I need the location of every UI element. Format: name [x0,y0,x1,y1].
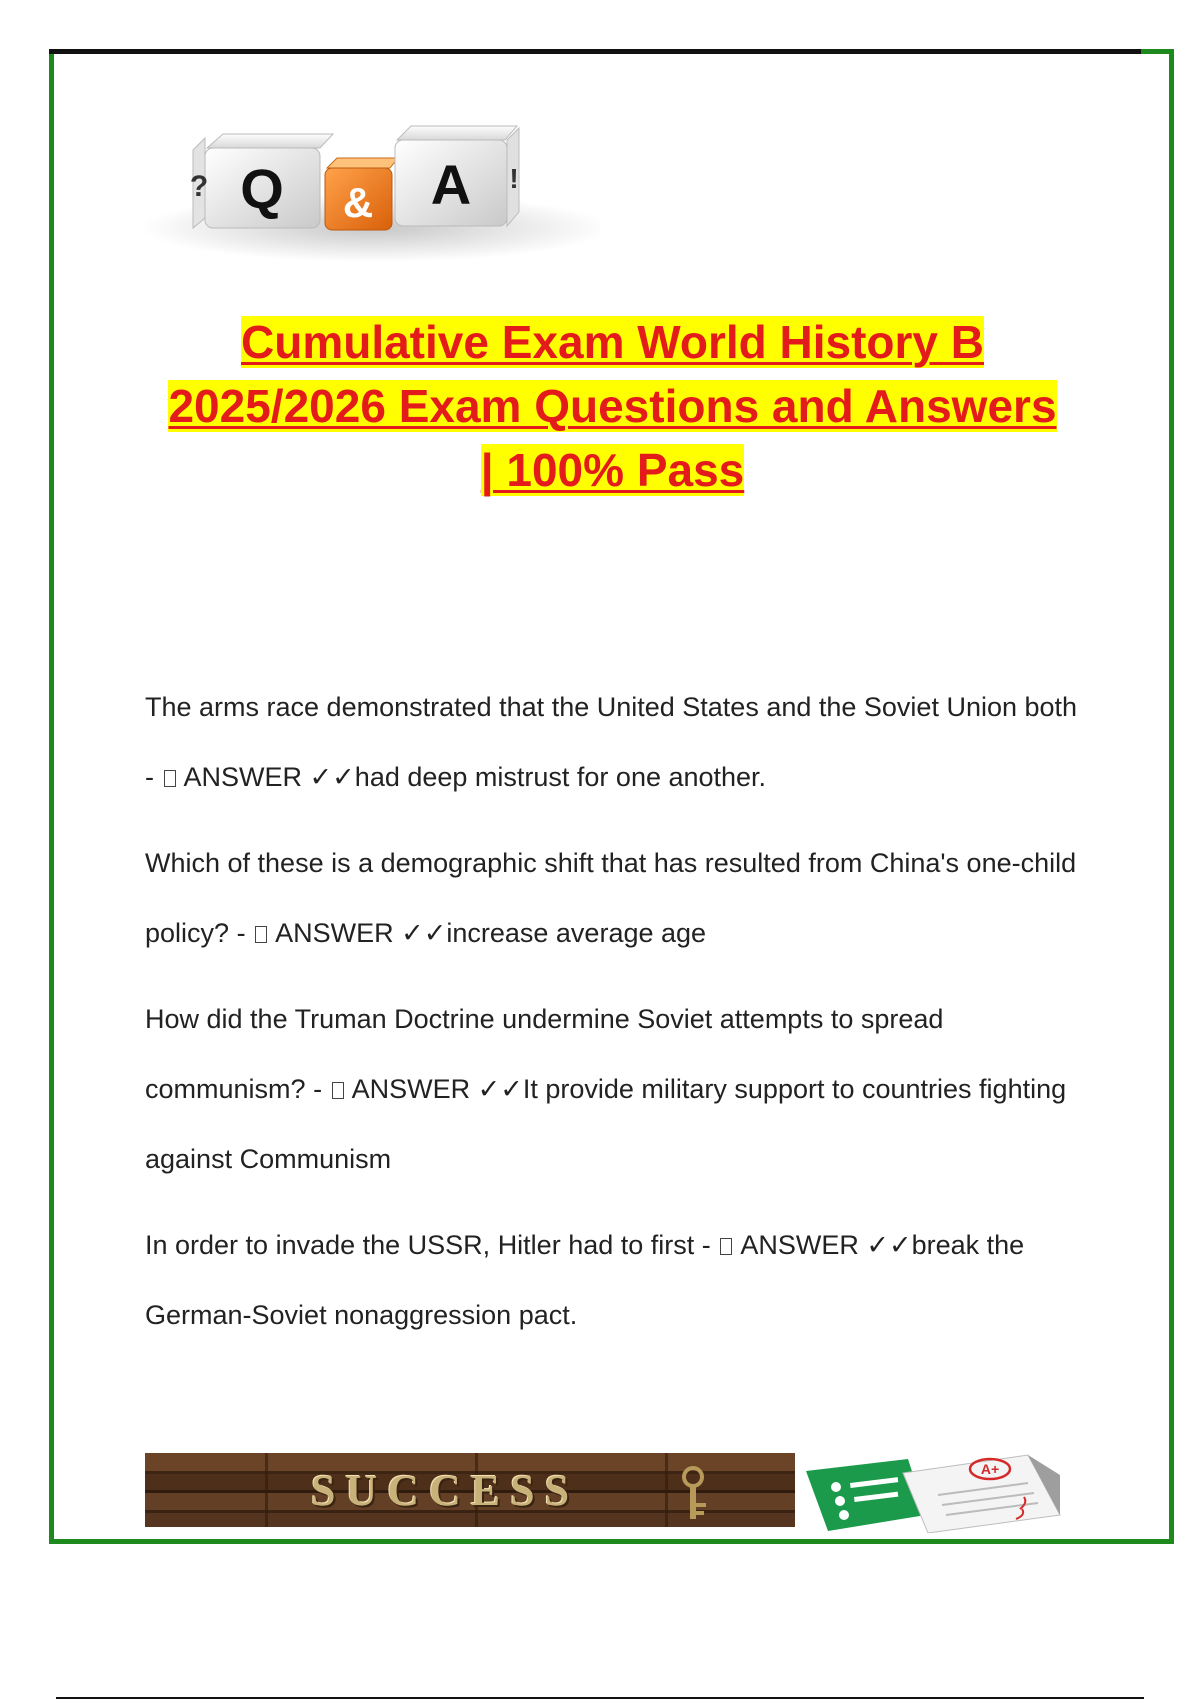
missing-glyph-icon [720,1238,732,1255]
missing-glyph-icon [332,1082,344,1099]
separator: - [236,918,246,948]
success-text: SUCCESS [310,1465,580,1515]
grade-badge: A+ [980,1461,1000,1477]
ampersand-die-letter: & [342,179,374,226]
separator: - [313,1074,323,1104]
title-line-2: 2025/2026 Exam Questions and Answers [168,380,1057,432]
qa-item [145,984,1085,1194]
title-line-3: | 100% Pass [480,444,745,496]
frame-top-rule [49,49,1141,54]
missing-glyph-icon [164,770,176,787]
answer-text: break the German-Soviet nonaggression pact. [145,1230,1025,1330]
a-die-side: ! [509,163,519,194]
answer-text: It provide military support to countries fighting against Communism [145,1074,1067,1174]
qa-item [145,828,1085,968]
answer-label: ANSWER ✓✓ [275,918,447,948]
ampersand-die [325,158,398,230]
paper-sheet-icon [903,1455,1060,1533]
q-die [190,134,333,228]
success-banner [145,1453,795,1527]
qa-item [145,672,1085,812]
title-line-1: Cumulative Exam World History B [241,316,984,368]
qa-item [145,1210,1085,1350]
question-text: In order to invade the USSR, Hitler had to first [145,1230,695,1260]
question-text: Which of these is a demographic shift that has resulted from China's one-child policy? [145,848,1077,948]
answer-label: ANSWER ✓✓ [351,1074,523,1104]
question-text: How did the Truman Doctrine undermine Soviet attempts to spread communism? [145,1004,944,1104]
qa-list [145,672,1085,1366]
answer-label: ANSWER ✓✓ [740,1230,912,1260]
green-checklist-icon [806,1459,926,1531]
separator: - [701,1230,711,1260]
bottom-rule [56,1697,1144,1699]
q-die-side: ? [189,170,209,203]
separator: - [145,762,154,792]
answer-label: ANSWER ✓✓ [183,762,355,792]
missing-glyph-icon [255,926,267,943]
question-text: The arms race demonstrated that the United States and the Soviet Union both [145,692,1078,722]
answer-text: had deep mistrust for one another. [354,762,767,792]
qa-dice-logo [145,110,600,290]
graded-paper-icon [798,1453,1083,1533]
answer-text: increase average age [446,918,707,948]
document-title [120,310,1105,502]
q-die-letter: Q [240,157,284,220]
a-die [395,126,519,226]
a-die-letter: A [430,153,472,216]
